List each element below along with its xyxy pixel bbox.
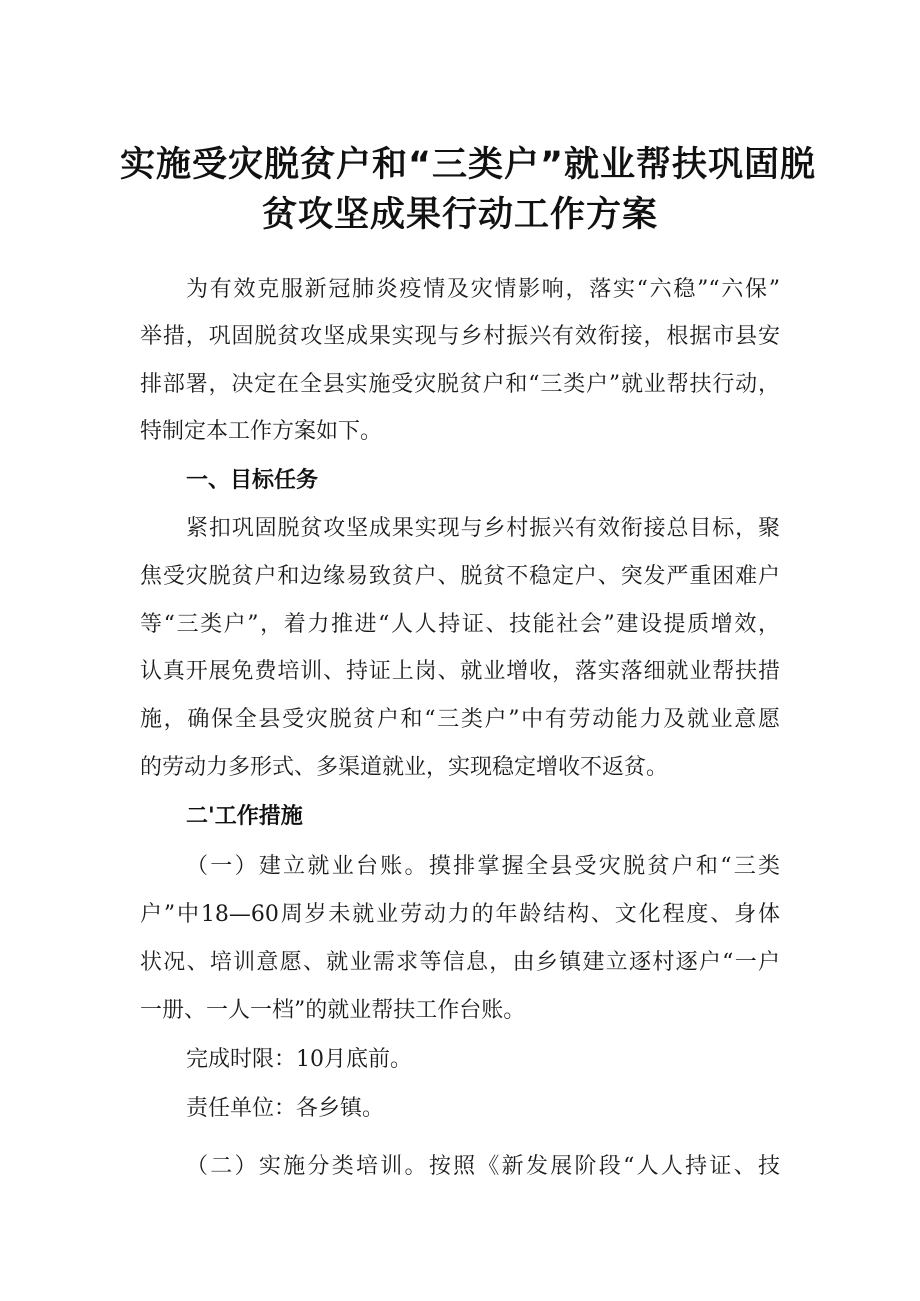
measure-2-line-1: （二）实施分类培训。按照《新发展阶段“人人持证、技: [186, 1154, 780, 1179]
measure-1-deadline: 完成时限：10月底前。: [186, 1047, 412, 1072]
section-1-line-2: 焦受灾脱贫户和边缘易致贫户、脱贫不稳定户、突发严重困难户: [140, 564, 780, 589]
section-1-line-6: 的劳动力多形式、多渠道就业，实现稳定增收不返贫。: [140, 755, 669, 780]
section-1-heading: 一、目标任务: [186, 468, 319, 493]
section-1-line-1: 紧扣巩固脱贫攻坚成果实现与乡村振兴有效衔接总目标，聚: [186, 516, 780, 541]
section-1-line-4: 认真开展免费培训、持证上岗、就业增收，落实落细就业帮扶措: [140, 659, 780, 684]
section-1-line-5: 施，确保全县受灾脱贫户和“三类户”中有劳动能力及就业意愿: [140, 707, 780, 732]
intro-line-4: 特制定本工作方案如下。: [140, 419, 383, 444]
document-title-line-2: 贫攻坚成果行动工作方案: [261, 195, 658, 235]
measure-1-line-3: 状况、培训意愿、就业需求等信息，由乡镇建立逐村逐户“一户: [140, 950, 780, 975]
measure-1-line-1: （一）建立就业台账。摸排掌握全县受灾脱贫户和“三类: [186, 854, 780, 879]
intro-line-2: 举措，巩固脱贫攻坚成果实现与乡村振兴有效衔接，根据市县安: [140, 324, 780, 349]
intro-line-1: 为有效克服新冠肺炎疫情及灾情影响，落实“六稳”“六保”: [186, 277, 780, 302]
measure-1-line-2: 户”中18—60周岁未就业劳动力的年龄结构、文化程度、身体: [140, 902, 780, 927]
measure-1-responsible: 责任单位：各乡镇。: [186, 1096, 385, 1121]
measure-1-line-4: 一册、一人一档”的就业帮扶工作台账。: [140, 998, 526, 1023]
document-title-line-1: 实施受灾脱贫户和“三类户”就业帮扶巩固脱: [120, 145, 817, 185]
intro-line-3: 排部署，决定在全县实施受灾脱贫户和“三类户”就业帮扶行动，: [140, 372, 780, 397]
section-2-heading: 二'工作措施: [186, 804, 303, 829]
section-1-line-3: 等“三类户”，着力推进“人人持证、技能社会”建设提质增效，: [140, 612, 780, 637]
